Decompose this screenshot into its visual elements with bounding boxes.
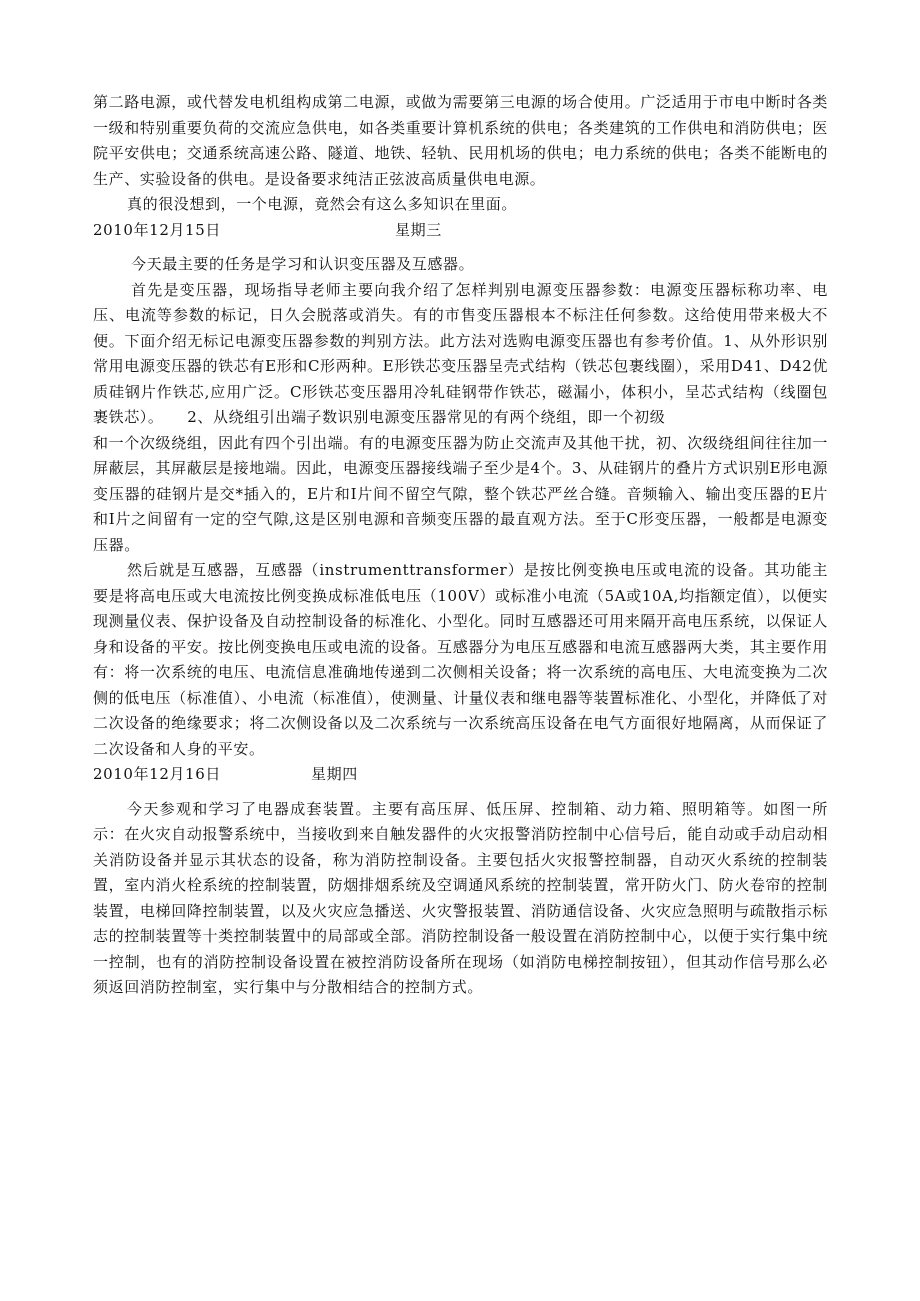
entry-date: 2010年12月15日	[93, 220, 221, 239]
paragraph-ups-usage: 第二路电源，或代替发电机组构成第二电源，或做为需要第三电源的场合使用。广泛适用于市电中断时各类一级和特别重要负荷的交流应急供电，如各类重要计算机系统的供电；各类建筑的工作供电和消防供电；医院平安供电；交通系统高速公路、隧道、地铁、轻轨、民用机场的供电；电力系统的供电；各类不能断电的生产、实验设备的供电。是设备要求纯洁正弦波高质量供电电源。	[93, 93, 828, 188]
paragraph-transformer-continued: 和一个次级绕组，因此有四个引出端。有的电源变压器为防止交流声及其他干扰，初、次级绕组间往往加一屏蔽层，其屏蔽层是接地端。因此，电源变压器接线端子至少是4个。3、从硅钢片的叠片方式识别E形电源变压器的硅钢片是交*插入的，E片和I片间不留空气隙，整个铁芯严丝合缝。音频输入、输出变压器的E片和I片之间留有一定的空气隙,这是区别电源和音频变压器的最直观方法。至于C形变压器，一般都是电源变压器。	[93, 433, 828, 554]
entry-header-dec16	[93, 762, 828, 788]
paragraph-task-intro: 今天最主要的任务是学习和认识变压器及互感器。	[131, 255, 475, 273]
paragraph-instrument-transformer: 然后就是互感器，互感器（instrumenttransformer）是按比例变换电压或电流的设备。其功能主要是将高电压或大电流按比例变换成标准低电压（100V）或标准小电流（5A或10A,均指额定值），以便实现测量仪表、保护设备及自动控制设备的标准化、小型化。同时互感器还可用来隔开高电压系统，以保证人身和设备的平安。按比例变换电压或电流的设备。互感器分为电压互感器和电流互感器两大类，其主要作用有：将一次系统的电压、电流信息准确地传递到二次侧相关设备；将一次系统的高电压、大电流变换为二次侧的低电压（标准值）、小电流（标准值），使测量、计量仪表和继电器等装置标准化、小型化，并降低了对二次设备的绝缘要求；将二次侧设备以及二次系统与一次系统高压设备在电气方面很好地隔离，从而保证了二次设备和人身的平安。	[93, 561, 828, 758]
entry-weekday: 星期四	[311, 765, 358, 783]
paragraph-transformer: 首先是变压器，现场指导老师主要向我介绍了怎样判别电源变压器参数：电源变压器标称功率、电压、电流等参数的标记，日久会脱落或消失。有的市售变压器根本不标注任何参数。这给使用带来极大不便。下面介绍无标记电源变压器参数的判别方法。此方法对选购电源变压器也有参考价值。1、从外形识别常用电源变压器的铁芯有E形和C形两种。E形铁芯变压器呈壳式结构（铁芯包裹线圈），采用D41、D42优质硅钢片作铁芯,应用广泛。C形铁芯变压器用冷轧硅钢带作铁芯，磁漏小，体积小，呈芯式结构（线圈包裹铁芯）。 2、从绕组引出端子数识别电源变压器常见的有两个绕组，即一个初级	[93, 280, 828, 426]
entry-header-dec15	[93, 218, 828, 244]
entry-weekday: 星期三	[395, 220, 442, 239]
paragraph-fire-control: 今天参观和学习了电器成套装置。主要有高压屏、低压屏、控制箱、动力箱、照明箱等。如图一所示：在火灾自动报警系统中，当接收到来自触发器件的火灾报警消防控制中心信号后，能自动或手动启动相关消防设备并显示其状态的设备，称为消防控制设备。主要包括火灾报警控制器，自动灭火系统的控制装置，室内消火栓系统的控制装置，防烟排烟系统及空调通风系统的控制装置，常开防火门、防火卷帘的控制装置，电梯回降控制装置，以及火灾应急播送、火灾警报装置、消防通信设备、火灾应急照明与疏散指示标志的控制装置等十类控制装置中的局部或全部。消防控制设备一般设置在消防控制中心，以便于实行集中统一控制，也有的消防控制设备设置在被控消防设备所在现场（如消防电梯控制按钮），但其动作信号那么必须返回消防控制室，实行集中与分散相结合的控制方式。	[93, 799, 828, 996]
document-page	[93, 90, 828, 1001]
entry-date: 2010年12月16日	[93, 765, 221, 783]
paragraph-reflection: 真的很没想到，一个电源，竟然会有这么多知识在里面。	[127, 195, 518, 213]
